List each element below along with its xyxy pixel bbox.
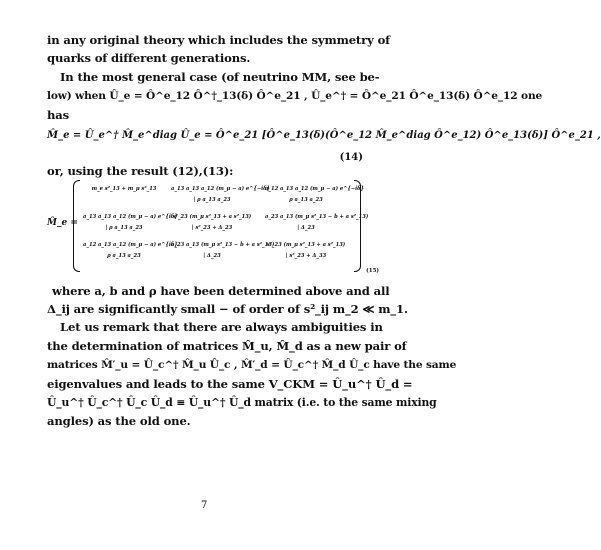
matrix-cell: s²_23 (m_μ s²_13 + a s²_13) — [172, 214, 252, 220]
matrix-15 — [47, 180, 379, 272]
text-line: Û_u^† Û_c^† Û_c Û_d ≡ Û_u^† Û_d matrix (i.e. to the same mixing — [47, 396, 437, 409]
matrix-cell: a_13 a_13 a_12 (m_μ − a) e^{−iδ} — [171, 186, 270, 192]
right-bracket — [354, 180, 361, 272]
matrix-cell: | ρ a_13 a_23 — [105, 225, 143, 231]
matrix-cell: m_e s²_13 + m_μ s²_13 — [91, 186, 157, 192]
matrix-cell: a_13 a_13 a_12 (m_μ − a) e^{iδ} — [83, 214, 178, 220]
matrix-cell: a_23 a_13 (m_μ s²_13 − b + a s²_13) — [171, 242, 275, 248]
matrix-cell: | ρ a_13 a_23 — [193, 197, 231, 203]
matrix-cell: | Δ_23 — [203, 253, 221, 259]
page-number: 7 — [201, 500, 208, 511]
text-line: In the most general case (of neutrino MM, see be- — [60, 70, 380, 84]
matrix-cell: | Δ_23 — [297, 225, 315, 231]
text-line: Δ_ij are significantly small − of order of s²_ij m_2 ≪ m_1. — [47, 302, 408, 316]
text-line: the determination of matrices M̂_u, M̂_d as a new pair of — [47, 339, 407, 353]
matrix-cell: a_12 a_13 a_12 (m_μ − a) e^{iδ} — [83, 242, 178, 248]
equation-number: (15) — [366, 268, 379, 274]
text-line: eigenvalues and leads to the same V_CKM = Û_u^† Û_d = — [47, 377, 413, 391]
matrix-cell: ρ a_13 a_23 — [107, 253, 141, 259]
matrix-label: M̂_e = — [47, 218, 78, 228]
text-line: or, using the result (12),(13): — [47, 164, 234, 178]
left-bracket — [73, 180, 80, 272]
matrix-cell: a_12 a_13 a_12 (m_μ − a) e^{−iδ} — [265, 186, 364, 192]
matrix-cell: ρ a_13 a_23 — [289, 197, 323, 203]
matrix-cell: | s²_23 + Δ_33 — [285, 253, 327, 259]
text-line: in any original theory which includes the symmetry of — [47, 33, 390, 47]
text-line: quarks of different generations. — [47, 51, 251, 65]
text-line: angles) as the old one. — [47, 414, 191, 428]
matrix-cell: s²_23 (m_μ s²_13 + a s²_13) — [266, 242, 346, 248]
text-line: where a, b and ρ have been determined above and all — [52, 284, 390, 298]
text-line: matrices M̂′_u = Û_c^† M̂_u Û_c , M̂′_d = Û_c^† M̂_d Û_c have the same — [47, 359, 457, 371]
matrix-cell: a_23 a_13 (m_μ s²_13 − b + a s²_13) — [265, 214, 369, 220]
equation-14: M̂_e = Û_e^† M̂_e^diag Û_e = Ô^e_21 [Ô^e_13(δ)(Ô^e_12 M̂_e^diag Ô^e_12) Ô^e_13(δ)] Ô^e_21 , — [47, 130, 601, 141]
equation-number: (14) — [339, 152, 363, 163]
text-line: has — [47, 108, 70, 122]
text-line: low) when Û_e = Ô^e_12 Ô^†_13(δ) Ô^e_21 , Û_e^† = Ô^e_21 Ô^e_13(δ) Ô^e_12 one — [47, 90, 543, 102]
text-line: Let us remark that there are always ambiguities in — [60, 320, 383, 334]
matrix-cell: | s²_23 + Δ_23 — [191, 225, 233, 231]
